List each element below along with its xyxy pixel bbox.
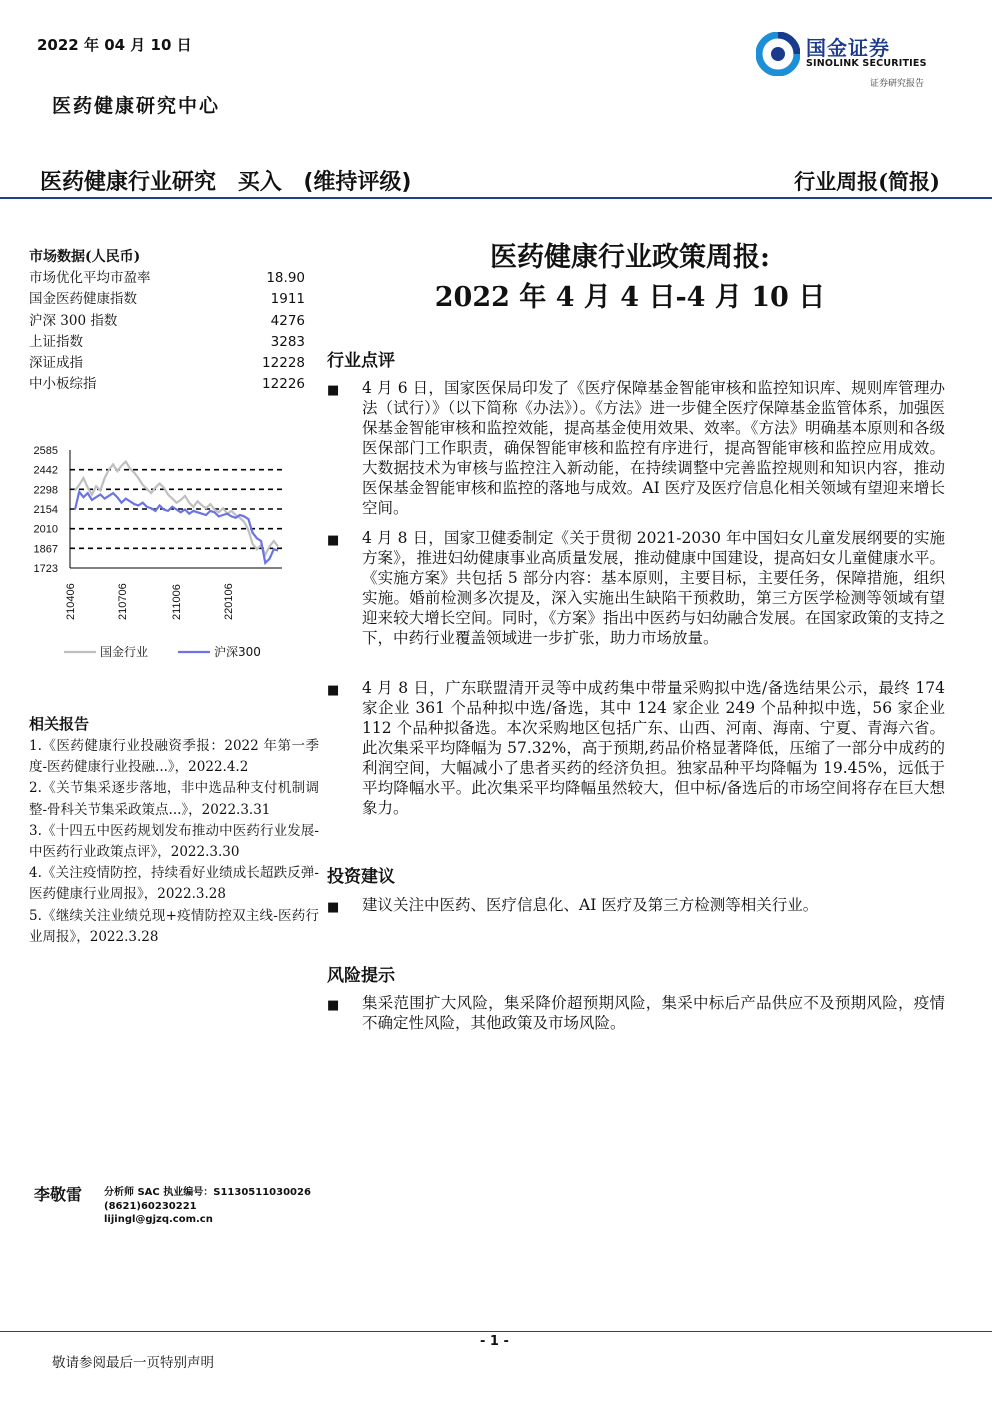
- bullet-square-icon: ■: [327, 383, 340, 398]
- chart-ytick-label: 1723: [33, 563, 58, 575]
- related-report-item[interactable]: 5.《继续关注业绩兑现+疫情防控双主线-医药行业周报》，2022.3.28: [29, 907, 319, 945]
- chart-xtick-label: 210706: [117, 583, 129, 620]
- title-bar: [40, 165, 426, 196]
- analyst-phone: (8621)60230221: [104, 1200, 197, 1212]
- chart-ytick-label: 2154: [33, 504, 58, 516]
- series-line-industry: [75, 462, 278, 555]
- market-row: 市场优化平均市盈率 18.90: [29, 270, 305, 286]
- chart-xtick-label: 211006: [171, 584, 183, 620]
- industry-title: 医药健康行业研究: [40, 170, 217, 195]
- bullet-item: ■ 4 月 8 日，广东联盟清开灵等中成药集中带量采购拟中选/备选结果公示，最终 174 家企业 361 个品种拟中选/备选，其中 124 家企业 249 个品种拟中选，56 家企业 112 个品种拟备选。本次采购地区包括广东、山西、河南、海南、宁夏、青海六省。此次集采平均降幅为 57.32%，高于预期,药品价格显著降低，压缩了一部分中成药的利润空间，大幅减小了患者买药的经济负担。独家品种平均降幅为 19.45%，远低于平均降幅水平。此次集采平均降幅虽然较大，但中标/备选后的市场空间将存在巨大想象力。: [327, 679, 945, 817]
- bullet-item: ■ 集采范围扩大风险，集采降价超预期风险，集采中标后产品供应不及预期风险，疫情不确定性风险，其他政策及市场风险。: [327, 994, 945, 1032]
- main-title-line2: 2022 年 4 月 4 日-4 月 10 日: [434, 282, 826, 313]
- related-reports-list: [29, 736, 319, 948]
- chart-ytick-label: 2010: [33, 523, 58, 536]
- report-date: 2022 年 04 月 10 日: [37, 36, 192, 54]
- section-risk-warning: 风险提示: [327, 966, 395, 986]
- market-row: 深证成指 12228: [29, 355, 305, 372]
- report-type: 行业周报(简报): [794, 169, 940, 194]
- chart-ytick-label: 2442: [33, 464, 58, 477]
- analyst-email[interactable]: lijingl@gjzq.com.cn: [104, 1214, 213, 1225]
- bullet-square-icon: ■: [327, 683, 340, 698]
- market-row: 上证指数 3283: [29, 333, 305, 350]
- footer-divider: [0, 1331, 992, 1332]
- market-data-title: 市场数据(人民币): [29, 249, 141, 265]
- bullet-square-icon: ■: [327, 900, 340, 915]
- chart-xtick-label: 220106: [223, 583, 235, 620]
- bullet-item: ■ 4 月 8 日，国家卫健委制定《关于贯彻 2021-2030 年中国妇女儿童发展纲要的实施方案》，推进妇幼健康事业高质量发展，推动健康中国建设，提高妇女儿童健康水平。《实施方案》共包括 5 部分内容：基本原则，主要目标，主要任务，保障措施，组织实施。婚前检测多次提及，深入实施出生缺陷干预救助，第三方医学检测等领域有望迎来较大增长空间。同时，《方案》指出中医药与妇幼融合发展。在国家政策的支持之下，中药行业覆盖领域进一步扩张，助力市场放量。: [327, 529, 945, 647]
- market-row: 国金医药健康指数 1911: [29, 291, 305, 308]
- bullet-square-icon: ■: [327, 533, 340, 548]
- related-reports-title: 相关报告: [29, 715, 90, 733]
- index-line-chart: [20, 438, 310, 668]
- market-row: 中小板综指 12226: [29, 376, 305, 393]
- analyst-sac-number: 分析师 SAC 执业编号：S1130511030026: [104, 1187, 311, 1198]
- main-title-line1: 医药健康行业政策周报:: [490, 242, 770, 273]
- analyst-info: [104, 1186, 311, 1227]
- market-data-table: [29, 268, 305, 396]
- section-industry-review: 行业点评: [327, 351, 395, 371]
- chart-ytick-label: 1867: [33, 543, 58, 556]
- related-report-item[interactable]: 4.《关注疫情防控，持续看好业绩成长超跌反弹-医药健康行业周报》，2022.3.28: [29, 865, 319, 903]
- market-row: 沪深 300 指数 4276: [29, 312, 305, 329]
- department-name: 医药健康研究中心: [52, 95, 221, 117]
- related-report-item[interactable]: 2.《关节集采逐步落地，非中选品种支付机制调整-骨科关节集采政策点...》，2022.3.31: [29, 780, 319, 818]
- main-title: [325, 238, 935, 318]
- chart-ytick-label: 2585: [33, 445, 58, 457]
- company-logo: [756, 30, 946, 90]
- chart-ytick-label: 2298: [33, 484, 58, 497]
- section-investment-advice: 投资建议: [327, 867, 395, 887]
- chart-xtick-label: 210406: [65, 583, 77, 620]
- legend-label: 国金行业: [100, 645, 149, 659]
- logo-cn-text: 国金证券: [806, 36, 890, 60]
- rating-note: (维持评级): [303, 170, 412, 195]
- related-report-item[interactable]: 1.《医药健康行业投融资季报：2022 年第一季度-医药健康行业投融...》，2022.4.2: [29, 738, 319, 776]
- logo-mark-icon: [756, 32, 800, 76]
- logo-en-text: SINOLINK SECURITIES: [806, 58, 927, 69]
- logo-subtitle: 证券研究报告: [870, 79, 925, 89]
- legend-label: 沪深300: [214, 645, 261, 659]
- related-report-item[interactable]: 3.《十四五中医药规划发布推动中医药行业发展-中医药行业政策点评》，2022.3.30: [29, 822, 319, 861]
- footer-disclaimer: 敬请参阅最后一页特别声明: [52, 1355, 214, 1371]
- analyst-name: 李敬雷: [34, 1185, 83, 1204]
- bullet-item: ■ 4 月 6 日，国家医保局印发了《医疗保障基金智能审核和监控知识库、规则库管理办法（试行）》（以下简称《办法》）。《方法》进一步健全医疗保障基金监管体系，加强医保基金智能审核和监控效能，提高基金使用效果、效率。《方法》明确基本原则和各级医保部门工作职责，确保智能审核和监控有序进行，提高智能审核和监控应用成效。大数据技术为审核与监控注入新动能，在持续调整中完善监控规则和知识内容，推动医保基金智能审核和监控的落地与成效。AI 医疗及医疗信息化相关领域有望迎来增长空间。: [327, 379, 945, 517]
- rating: 买入: [237, 170, 282, 195]
- page-number: - 1 -: [480, 1334, 509, 1349]
- bullet-item: ■ 建议关注中医药、医疗信息化、AI 医疗及第三方检测等相关行业。: [327, 895, 945, 919]
- bullet-square-icon: ■: [327, 998, 340, 1013]
- header-divider: [0, 197, 992, 199]
